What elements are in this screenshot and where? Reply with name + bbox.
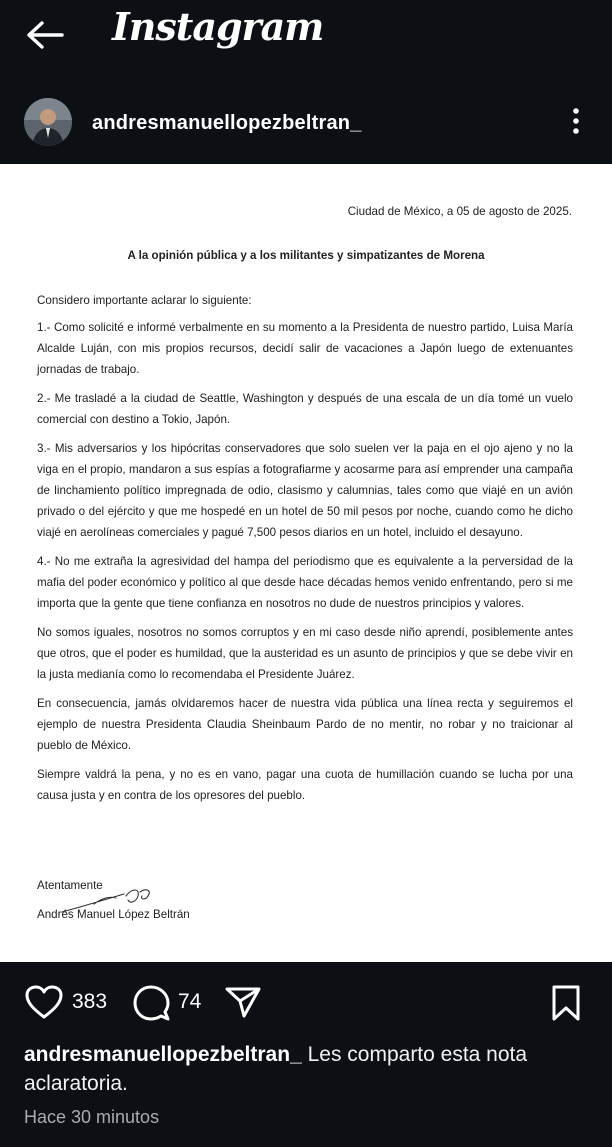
bookmark-icon[interactable] [550,984,582,1022]
like-count[interactable]: 383 [72,990,108,1013]
caption-text: Les comparto esta nota aclaratoria. [24,1043,528,1095]
letter-date: Ciudad de México, a 05 de agosto de 2025. [347,205,572,218]
letter-paragraph: 1.- Como solicité e informé verbalmente en su momento a la Presidenta de nuestro partido, Luisa María Alcalde Luján, con mis propios recursos, decidí salir de vacaciones a Japón luego de extenuantes jornadas de trabajo. [37,321,573,376]
letter-heading: A la opinión pública y a los militantes y simpatizantes de Morena [127,249,485,262]
comment-count[interactable]: 74 [178,990,202,1013]
letter-paragraph: 2.- Me trasladé a la ciudad de Seattle, Washington y después de una escala de un día tomé un vuelo comercial con destino a Tokio, Japón. [37,392,573,426]
letter-paragraph: No somos iguales, nosotros no somos corruptos y en mi caso desde niño aprendí, posiblemente antes que otros, que el poder es humildad, que la austeridad es un asunto de principios y que se debe vivir en la justa medianía como lo recomendaba el Presidente Juárez. [37,626,573,681]
heart-icon[interactable] [24,984,64,1020]
post-timestamp: Hace 30 minutos [24,1107,160,1127]
comment-icon[interactable] [132,984,170,1022]
letter-paragraph: En consecuencia, jamás olvidaremos hacer de nuestra vida pública una línea recta y seguiremos el ejemplo de nuestra Presidenta Claudia Sheinbaum Pardo de no mentir, no robar y no traicionar al pueblo de México. [37,697,573,752]
post-actions [0,976,612,1028]
avatar[interactable] [24,98,72,146]
letter-paragraph: Siempre valdrá la pena, y no es en vano, pagar una cuota de humillación cuando se lucha por una causa justa y en contra de los opresores del pueblo. [37,768,573,802]
profile-photo-icon [24,98,72,146]
post-caption [24,1040,594,1098]
letter-signer: Andrés Manuel López Beltrán [37,908,190,921]
letter-paragraph: 4.- No me extraña la agresividad del hampa del periodismo que es equivalente a la perversidad de la mafia del poder económico y político al que desde hace décadas hemos venido enfrentando, pero si me importa que la gente que tiene confianza en nosotros no dude de nuestros principios y valores. [37,555,573,610]
share-icon[interactable] [224,985,262,1019]
top-bar [0,0,612,80]
account-username[interactable]: andresmanuellopezbeltran_ [92,112,362,134]
letter-intro: Considero importante aclarar lo siguiente: [37,294,252,307]
post-header [0,90,612,156]
letter-body [37,290,573,814]
more-vertical-icon[interactable] [566,106,586,136]
post-image-letter[interactable] [0,164,612,962]
instagram-logo: Instagram [112,4,324,49]
letter-paragraph: 3.- Mis adversarios y los hipócritas conservadores que solo suelen ver la paja en el ojo ajeno y no la viga en el propio, mandaron a sus espías a fotografiarme y acosarme para así emprender una campaña de linchamiento político impregnada de odio, clasismo y calumnias, tales como que viajé en un avión privado o del ejército y que me hospedé en un hotel de 50 mil pesos por noche, cuando como he dicho viajé en aerolíneas comerciales y pagué 7,500 pesos diarios en un hotel, incluido el desayuno. [37,442,573,539]
caption-username[interactable]: andresmanuellopezbeltran_ [24,1043,302,1066]
letter-closing: Atentamente [37,879,103,892]
arrow-left-icon[interactable] [24,18,66,52]
